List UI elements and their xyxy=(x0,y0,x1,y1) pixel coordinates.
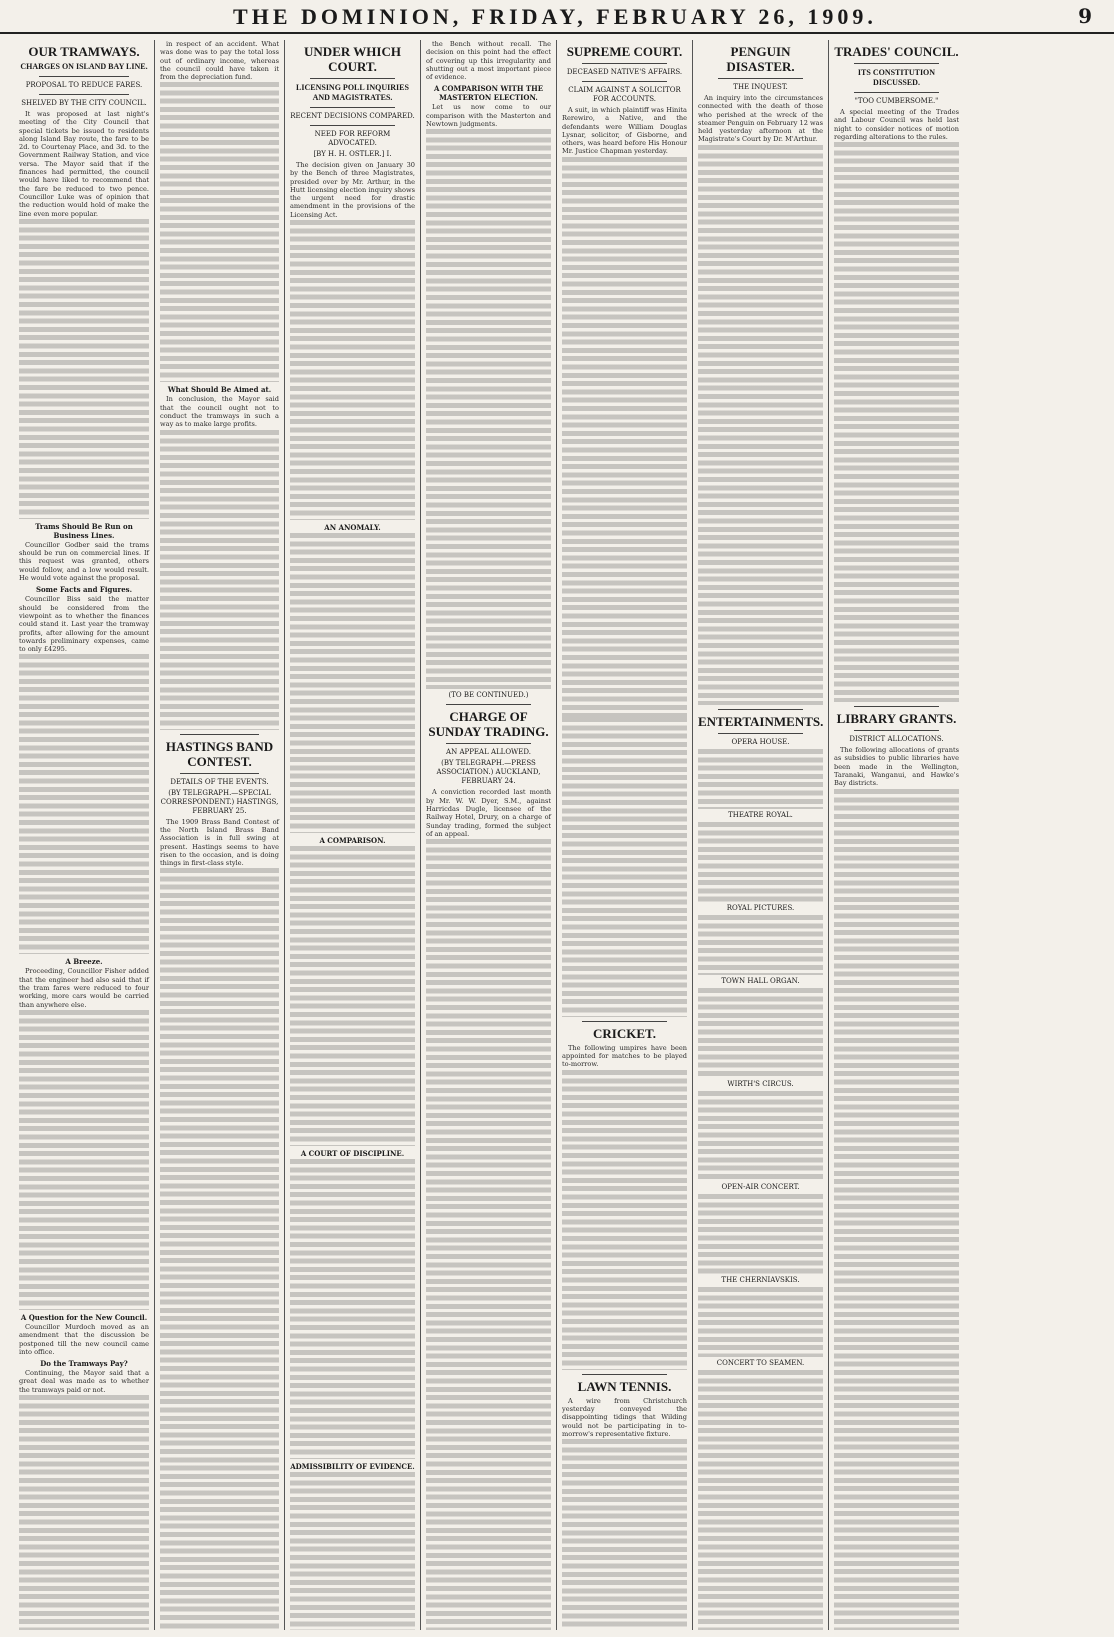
text-lines xyxy=(698,1091,823,1181)
headline-hastings-band-contest: HASTINGS BAND CONTEST. xyxy=(165,738,274,769)
text-lines xyxy=(290,846,415,1146)
text-lines xyxy=(19,219,149,519)
divider xyxy=(446,704,531,705)
headline-our-tramways: OUR TRAMWAYS. xyxy=(28,44,140,59)
section-heading: A COMPARISON. xyxy=(319,836,386,846)
text-lines xyxy=(290,533,415,833)
text-lines xyxy=(834,789,959,1630)
headline-entertainments: ENTERTAINMENTS. xyxy=(698,713,824,729)
section-heading: AN ANOMALY. xyxy=(324,523,381,533)
section-heading: What Should Be Aimed at. xyxy=(167,385,272,395)
subhead: CLAIM AGAINST A SOLICITOR FOR ACCOUNTS. xyxy=(568,86,681,103)
headline-supreme-court: SUPREME COURT. xyxy=(566,44,683,59)
dateline: (BY TELEGRAPH.—SPECIAL CORRESPONDENT.) HASTINGS, FEBRUARY 25. xyxy=(160,788,279,815)
article-paragraph: Continuing, the Mayor said that a great deal was made as to whether the tramways paid or not. xyxy=(19,1369,149,1394)
section-heading: OPERA HOUSE. xyxy=(731,737,790,746)
text-lines xyxy=(698,1194,823,1274)
article-paragraph: The following allocations of grants as subsidies to public libraries have been made in the Wellington, Taranaki, Wanganui, and Hawke's Bay districts. xyxy=(834,746,959,788)
column-6 xyxy=(692,40,828,1630)
text-lines xyxy=(290,1472,415,1630)
column-4 xyxy=(420,40,556,1630)
column-2 xyxy=(154,40,284,1630)
text-lines xyxy=(698,915,823,975)
article-paragraph: in respect of an accident. What was done was to pay the total loss out of ordinary income, whereas the council could have taken it from the depreciation fund. xyxy=(160,40,279,82)
article-paragraph: Councillor Murdoch moved as an amendment that the discussion be postponed till the new council came into office. xyxy=(19,1322,149,1356)
subhead: RECENT DECISIONS COMPARED. xyxy=(290,112,415,120)
dateline: (BY TELEGRAPH.—PRESS ASSOCIATION.) AUCKLAND, FEBRUARY 24. xyxy=(436,759,541,786)
article-paragraph: A wire from Christchurch yesterday conveyed the disappointing tidings that Wilding would not be participating in to-morrow's representative fixture. xyxy=(562,1396,687,1438)
text-lines xyxy=(698,822,823,902)
text-lines xyxy=(698,749,823,809)
divider xyxy=(854,63,939,64)
text-lines xyxy=(698,1287,823,1357)
text-lines xyxy=(698,145,823,705)
divider xyxy=(180,773,259,774)
text-lines xyxy=(160,430,279,730)
text-lines xyxy=(562,1070,687,1370)
divider xyxy=(854,92,939,93)
divider xyxy=(39,76,129,77)
subhead: THE INQUEST. xyxy=(733,83,788,91)
headline-library-grants: LIBRARY GRANTS. xyxy=(836,711,957,727)
section-heading: OPEN-AIR CONCERT. xyxy=(721,1182,800,1191)
subhead: PROPOSAL TO REDUCE FARES. xyxy=(25,81,143,89)
article-paragraph: An inquiry into the circumstances connected with the death of those who perished at the wreck of the steamer Penguin on February 12 was held yesterday afternoon at the Magistrate's Court by Dr. M'Arthur. xyxy=(698,94,823,144)
text-lines xyxy=(562,1439,687,1630)
subhead: NEED FOR REFORM ADVOCATED. xyxy=(314,130,391,147)
text-lines xyxy=(19,1010,149,1310)
subhead: DISTRICT ALLOCATIONS. xyxy=(849,735,944,744)
section-heading: A Breeze. xyxy=(65,957,103,967)
section-heading: TOWN HALL ORGAN. xyxy=(721,976,800,985)
text-lines xyxy=(562,717,687,1017)
text-lines xyxy=(290,1159,415,1459)
headline-trades-council: TRADES' COUNCIL. xyxy=(834,44,959,59)
text-lines xyxy=(562,157,687,717)
headline-penguin-disaster: PENGUIN DISASTER. xyxy=(726,44,795,74)
divider xyxy=(854,706,939,707)
newspaper-columns xyxy=(14,40,1102,1630)
text-lines xyxy=(698,1370,823,1630)
divider xyxy=(854,730,939,731)
column-3 xyxy=(284,40,420,1630)
divider xyxy=(180,734,259,735)
article-paragraph: The following umpires have been appointed for matches to be played to-morrow. xyxy=(562,1043,687,1069)
section-heading: Some Facts and Figures. xyxy=(35,585,133,595)
divider xyxy=(582,63,667,64)
subhead: AN APPEAL ALLOWED. xyxy=(446,748,531,757)
section-heading: ADMISSIBILITY OF EVIDENCE. xyxy=(290,1462,415,1472)
divider xyxy=(582,81,667,82)
subhead: CHARGES ON ISLAND BAY LINE. xyxy=(20,62,148,71)
section-heading: Trams Should Be Run on Business Lines. xyxy=(35,521,133,540)
text-lines xyxy=(290,220,415,520)
text-lines xyxy=(160,868,279,1630)
section-heading: A Question for the New Council. xyxy=(20,1312,148,1322)
text-lines xyxy=(426,129,551,689)
section-heading: A COMPARISON WITH THE MASTERTON ELECTION. xyxy=(433,84,544,103)
text-lines xyxy=(426,839,551,1630)
divider xyxy=(718,709,803,710)
subhead: DECEASED NATIVE'S AFFAIRS. xyxy=(566,68,683,76)
article-paragraph: A conviction recorded last month by Mr. W. W. Dyer, S.M., against Harricdas Dugle, licensee of the Railway Hotel, Drury, on a charge of Sunday trading, formed the subject of an appeal. xyxy=(426,788,551,838)
article-paragraph: Proceeding, Councillor Fisher added that the engineer had also said that if the tram fares were reduced to four working, more cars would be carried than anywhere else. xyxy=(19,967,149,1009)
subhead: "TOO CUMBERSOME." xyxy=(854,97,939,105)
article-paragraph: In conclusion, the Mayor said that the council ought not to conduct the tramways in such a way as to make large profits. xyxy=(160,395,279,429)
headline-charge-of-sunday-trading: CHARGE OF SUNDAY TRADING. xyxy=(428,709,549,740)
masthead xyxy=(0,0,1114,34)
divider xyxy=(310,78,395,79)
article-paragraph: A special meeting of the Trades and Labour Council was held last night to consider notices of motion regarding alterations to the rules. xyxy=(834,108,959,141)
text-lines xyxy=(160,82,279,382)
article-paragraph: It was proposed at last night's meeting of the City Council that special tickets be issued to residents along Island Bay route, the fare to be 2d. to Courtenay Place, and 3d. to the Government Railway Station, and vice versa. The Mayor said that if the finances had permitted, the council would have liked to recommend that the fare be reduced to two pence. Councillor Luke was of opinion that the reduction would hold of make the line even more popular. xyxy=(19,110,149,218)
column-5 xyxy=(556,40,692,1630)
headline-lawn-tennis: LAWN TENNIS. xyxy=(577,1378,672,1394)
article-paragraph: Councillor Biss said the matter should be considered from the viewpoint as to whether the finances could stand it. Last year the tramway profits, after allowing for the amount towards preliminary expenses, came to only £4295. xyxy=(19,595,149,654)
column-7 xyxy=(828,40,964,1630)
divider xyxy=(310,107,395,108)
divider xyxy=(718,733,803,734)
divider xyxy=(39,94,129,95)
section-heading: A COURT OF DISCIPLINE. xyxy=(300,1149,405,1159)
article-paragraph: the Bench without recall. The decision on this point had the effect of covering up this irregularity and shutting out a most important piece of evidence. xyxy=(426,40,551,82)
section-heading: THEATRE ROYAL. xyxy=(728,810,793,819)
section-heading: Do the Tramways Pay? xyxy=(40,1359,128,1369)
page-number: 9 xyxy=(1078,4,1092,28)
section-heading: ROYAL PICTURES. xyxy=(726,903,795,912)
divider xyxy=(582,1374,667,1375)
text-lines xyxy=(698,988,823,1078)
article-paragraph: The 1909 Brass Band Contest of the North Island Brass Band Association is in full swing at present. Hastings seems to have risen to the occasion, and is doing things in first-class style. xyxy=(160,817,279,868)
subhead: ITS CONSTITUTION DISCUSSED. xyxy=(857,68,936,87)
subhead: SHELVED BY THE CITY COUNCIL. xyxy=(21,99,147,107)
subhead: LICENSING POLL INQUIRIES AND MAGISTRATES. xyxy=(296,83,409,102)
divider xyxy=(582,1021,667,1022)
article-paragraph: Councillor Godber said the trams should be run on commercial lines. If this request was granted, others would follow, and a low would result. He would vote against the proposal. xyxy=(19,540,149,583)
article-paragraph: A suit, in which plaintiff was Hinita Rerewiro, a Native, and the defendants were William Douglas Lysnar, solicitor, of Gisborne, and others, was heard before His Honour Mr. Justice Chapman yesterday. xyxy=(562,106,687,156)
section-heading: CONCERT TO SEAMEN. xyxy=(716,1358,805,1367)
subhead: DETAILS OF THE EVENTS. xyxy=(170,777,269,786)
continued-note: (TO BE CONTINUED.) xyxy=(448,691,529,700)
divider xyxy=(718,78,803,79)
column-1 xyxy=(14,40,154,1630)
text-lines xyxy=(19,1395,149,1630)
article-paragraph: The decision given on January 30 by the Bench of three Magistrates, presided over by Mr. Arthur, in the Hutt licensing election inquiry shows the urgent need for drastic amendment in the provisions of the Licensing Act. xyxy=(290,161,415,219)
section-heading: THE CHERNIAVSKIS. xyxy=(721,1275,800,1284)
divider xyxy=(310,125,395,126)
headline-under-which-court: UNDER WHICH COURT. xyxy=(304,44,401,74)
article-paragraph: Let us now come to our comparison with the Masterton and Newtown judgments. xyxy=(426,103,551,129)
text-lines xyxy=(834,142,959,702)
byline: [BY H. H. OSTLER.] I. xyxy=(313,150,392,158)
masthead-date-line: THE DOMINION, FRIDAY, FEBRUARY 26, 1909. xyxy=(233,4,877,29)
text-lines xyxy=(19,654,149,954)
section-heading: WIRTH'S CIRCUS. xyxy=(727,1079,794,1088)
divider xyxy=(446,743,531,744)
headline-cricket: CRICKET. xyxy=(593,1025,656,1041)
